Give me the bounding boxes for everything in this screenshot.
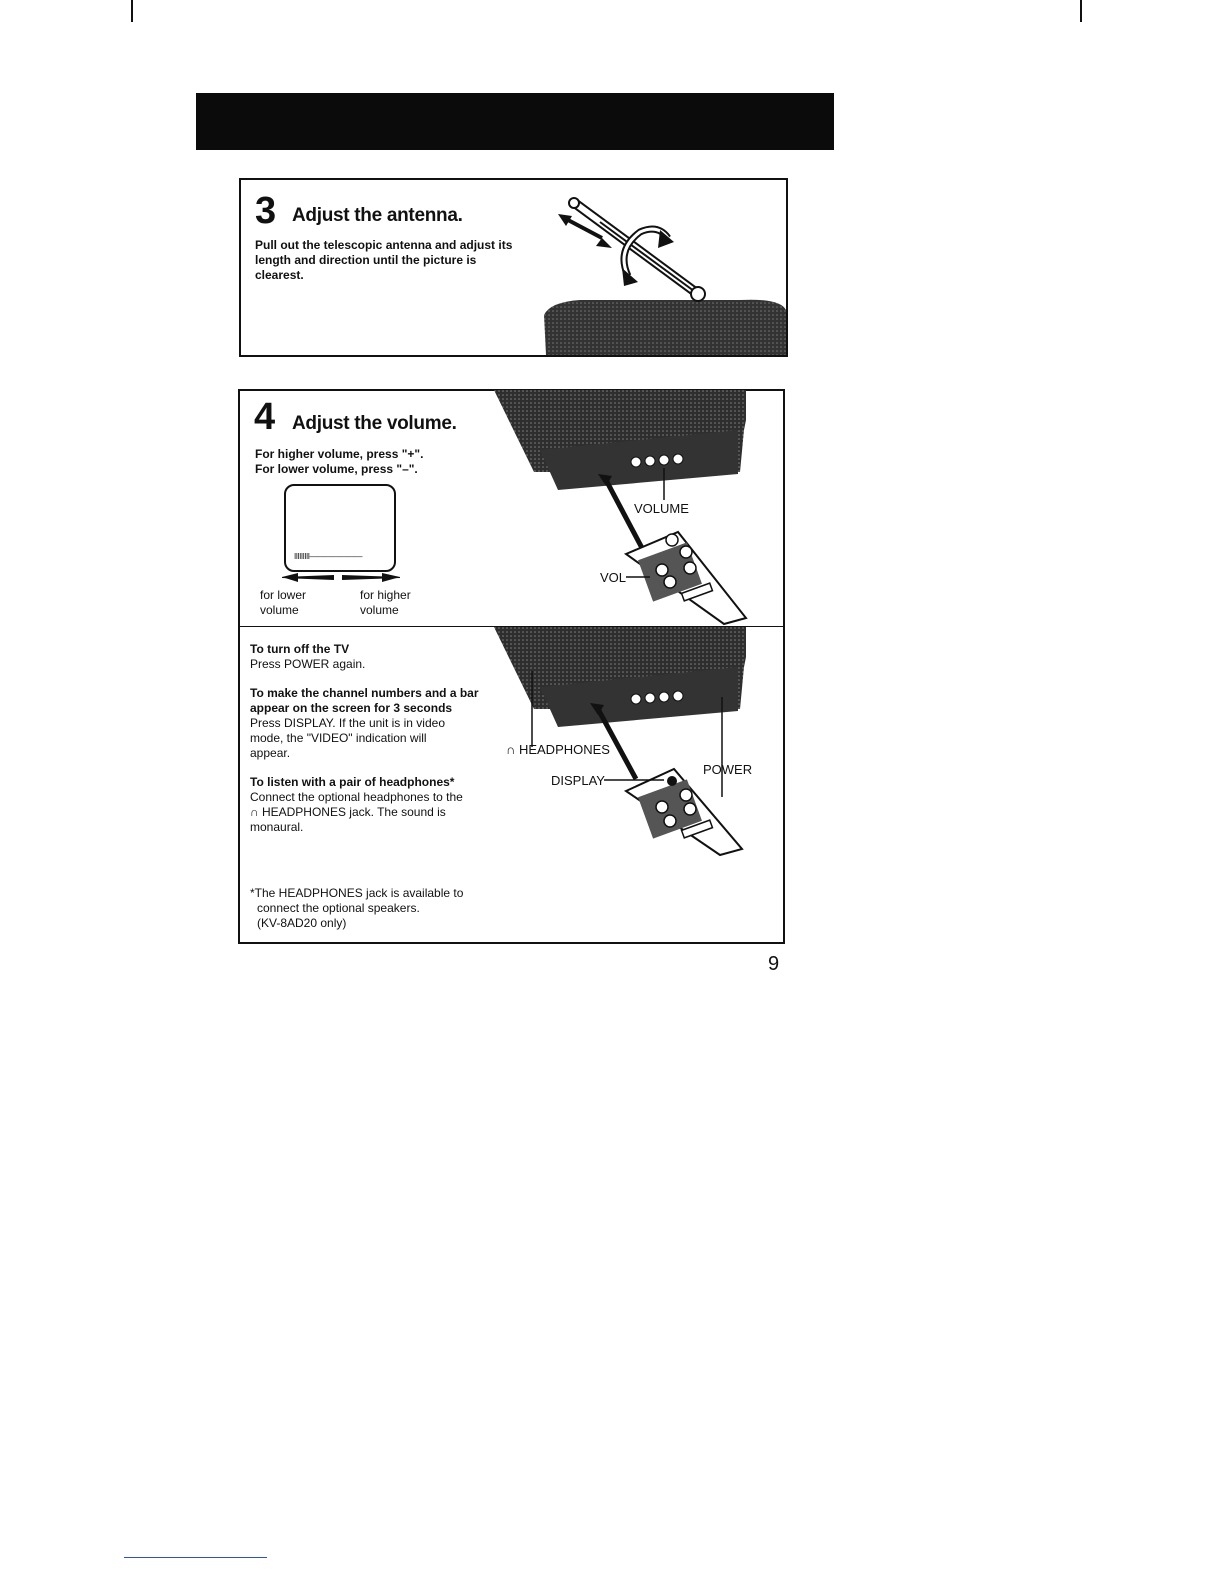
step4-number: 4: [254, 396, 276, 438]
volume-bar-indicator: IIIIIIIII———————: [294, 552, 363, 561]
step4-title: Adjust the volume.: [292, 413, 457, 434]
display-text-2: mode, the "VIDEO" indication will: [250, 731, 427, 745]
display-label: DISPLAY: [551, 773, 605, 788]
crop-mark-right: [1080, 0, 1082, 22]
higher-volume-label: for higher volume: [360, 588, 411, 617]
bottom-rule: [124, 1557, 267, 1558]
volume-arrows: [282, 572, 400, 586]
footnote-line-3: (KV-8AD20 only): [257, 916, 347, 930]
headphones-label: ∩ HEADPHONES: [506, 742, 610, 757]
step4-line-2: For lower volume, press "–".: [255, 462, 418, 476]
turn-off-heading: To turn off the TV: [250, 642, 350, 656]
turn-off-text: Press POWER again.: [250, 657, 366, 671]
step3-text: [255, 238, 512, 283]
tips-text: [250, 642, 479, 835]
step3-title: Adjust the antenna.: [292, 205, 463, 226]
headphones-heading: To listen with a pair of headphones*: [250, 775, 455, 789]
page-number: 9: [768, 953, 780, 975]
headphones-text-1: Connect the optional headphones to the: [250, 790, 463, 804]
vol-label: VOL: [600, 570, 627, 585]
step3-number: 3: [255, 190, 277, 232]
step4-line-1: For higher volume, press "+".: [255, 447, 424, 461]
step4-text: [255, 447, 423, 477]
step3-line-3: clearest.: [255, 268, 304, 282]
lower-volume-label: for lower volume: [260, 588, 307, 617]
display-heading-1: To make the channel numbers and a bar: [250, 686, 479, 700]
step3-line-1: Pull out the telescopic antenna and adjust its: [255, 238, 513, 252]
crop-mark-left: [131, 0, 133, 22]
header-bar: [196, 93, 834, 150]
volume-label: VOLUME: [634, 501, 689, 516]
footnote-line-2: connect the optional speakers.: [257, 901, 420, 915]
tv-screen-display: [284, 484, 396, 572]
headphones-text-2: ∩ HEADPHONES jack. The sound is: [250, 805, 446, 819]
display-text-3: appear.: [250, 746, 291, 760]
display-heading-2: appear on the screen for 3 seconds: [250, 701, 453, 715]
display-text-1: Press DISPLAY. If the unit is in video: [250, 716, 445, 730]
footnote: [250, 886, 463, 931]
power-label: POWER: [703, 762, 753, 777]
headphones-text-3: monaural.: [250, 820, 304, 834]
antenna-illustration: [540, 190, 786, 355]
footnote-line-1: *The HEADPHONES jack is available to: [250, 886, 464, 900]
step3-line-2: length and direction until the picture is: [255, 253, 477, 267]
